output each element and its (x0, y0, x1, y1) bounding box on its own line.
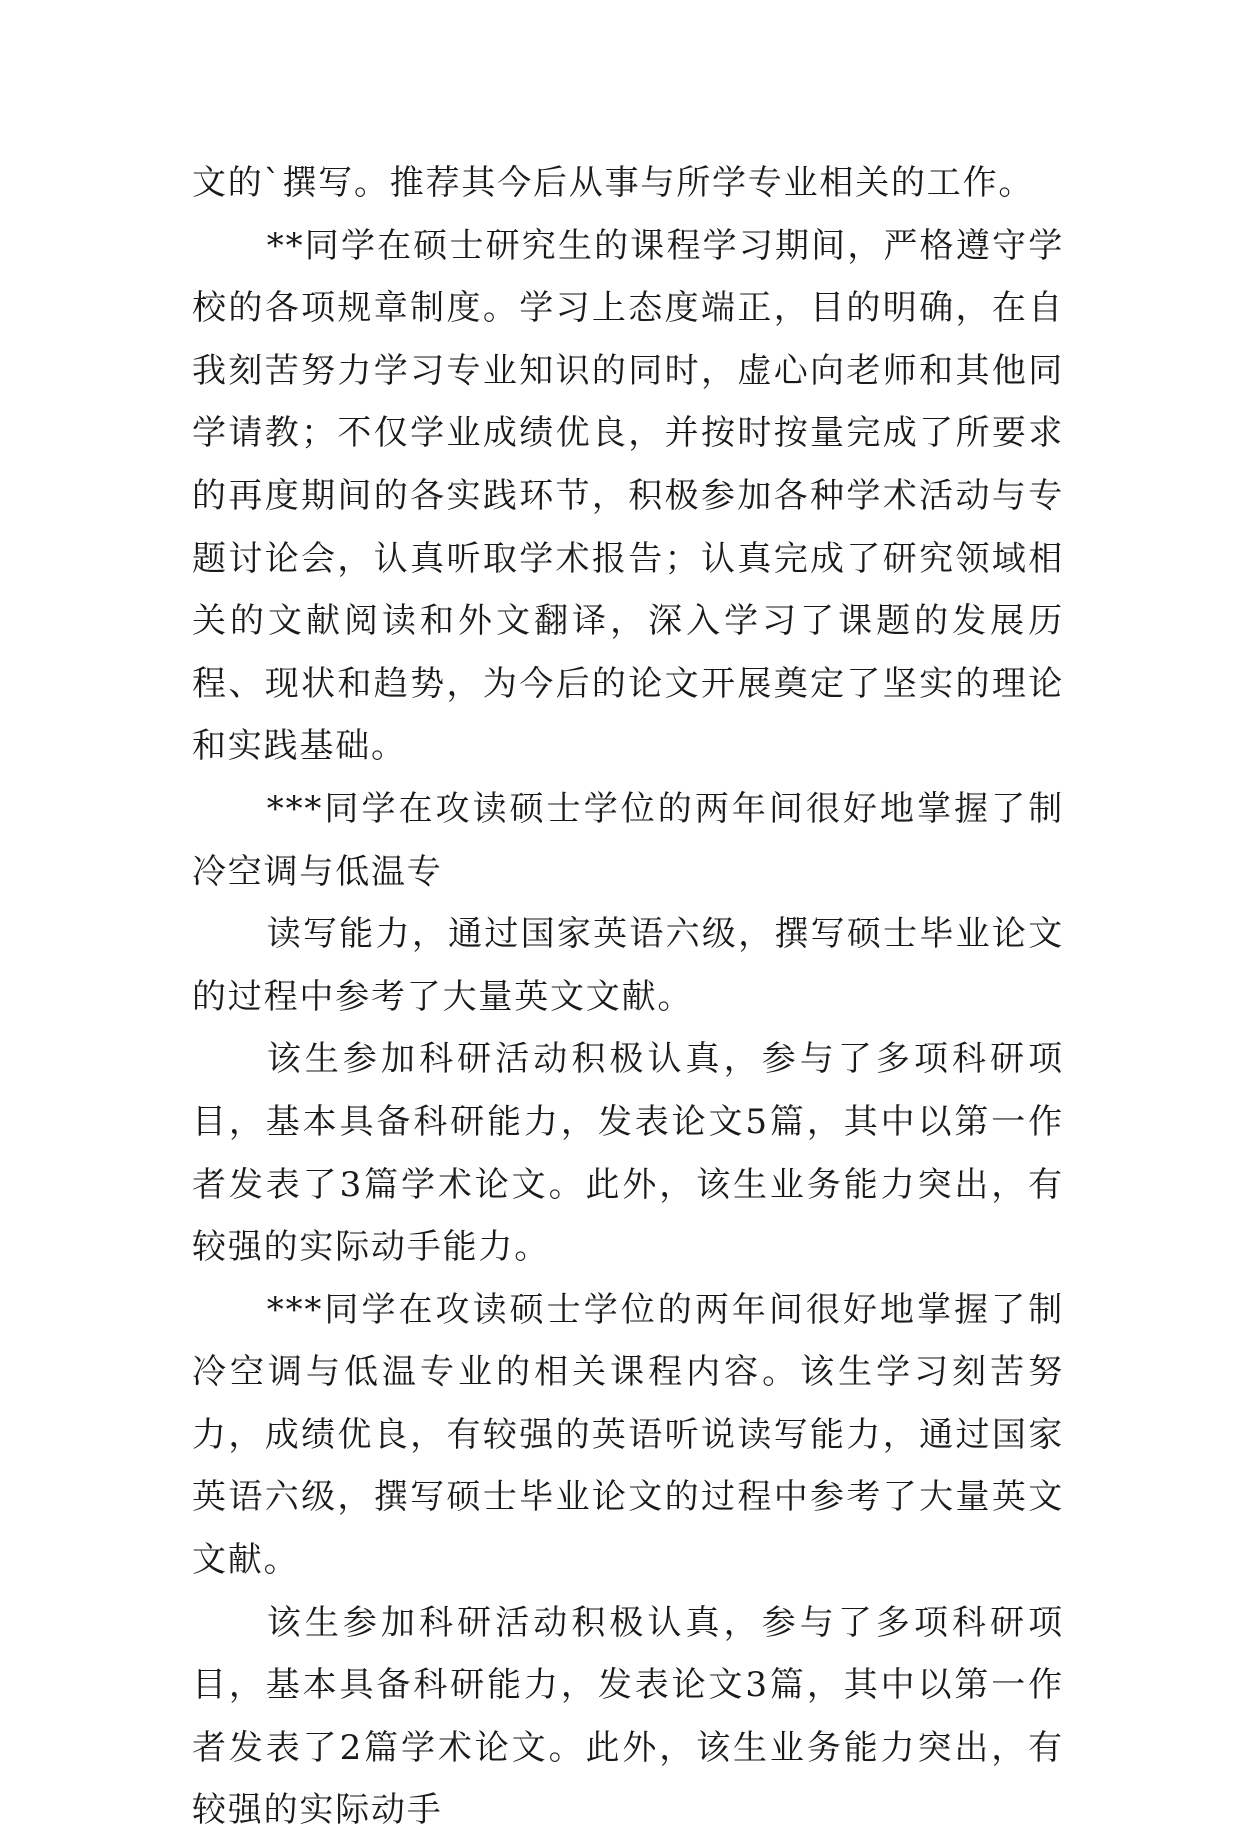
paragraph-student-3: ***同学在攻读硕士学位的两年间很好地掌握了制冷空调与低温专业的相关课程内容。该生学习刻苦努力，成绩优良，有较强的英语听说读写能力，通过国家英语六级，撰写硕士毕业论文的过程中参考了大量英文文献。 (192, 1289, 1064, 1581)
paragraph-research-1: 该生参加科研活动积极认真，参与了多项科研项目，基本具备科研能力，发表论文5篇，其中以第一作者发表了3篇学术论文。此外，该生业务能力突出，有较强的实际动手能力。 (192, 1039, 1064, 1268)
paragraph-student-2-fragment: ***同学在攻读硕士学位的两年间很好地掌握了制冷空调与低温专 (192, 788, 1064, 892)
paragraph-reading-writing: 读写能力，通过国家英语六级，撰写硕士毕业论文的过程中参考了大量英文文献。 (192, 914, 1064, 1017)
paragraph-continuation: 文的`撰写。推荐其今后从事与所学专业相关的工作。 (192, 163, 1035, 203)
paragraph-student-1: **同学在硕士研究生的课程学习期间，严格遵守学校的各项规章制度。学习上态度端正，目的明确，在自我刻苦努力学习专业知识的同时，虚心向老师和其他同学请教；不仅学业成绩优良，并按时按量完成了所要求的再度期间的各实践环节，积极参加各种学术活动与专题讨论会，认真听取学术报告；认真完成了研究领域相关的文献阅读和外文翻译，深入学习了课题的发展历程、现状和趋势，为今后的论文开展奠定了坚实的理论和实践基础。 (192, 225, 1064, 767)
paragraph-research-2: 该生参加科研活动积极认真，参与了多项科研项目，基本具备科研能力，发表论文3篇，其中以第一作者发表了2篇学术论文。此外，该生业务能力突出，有较强的实际动手 (192, 1602, 1064, 1831)
document-body (192, 152, 1064, 1842)
